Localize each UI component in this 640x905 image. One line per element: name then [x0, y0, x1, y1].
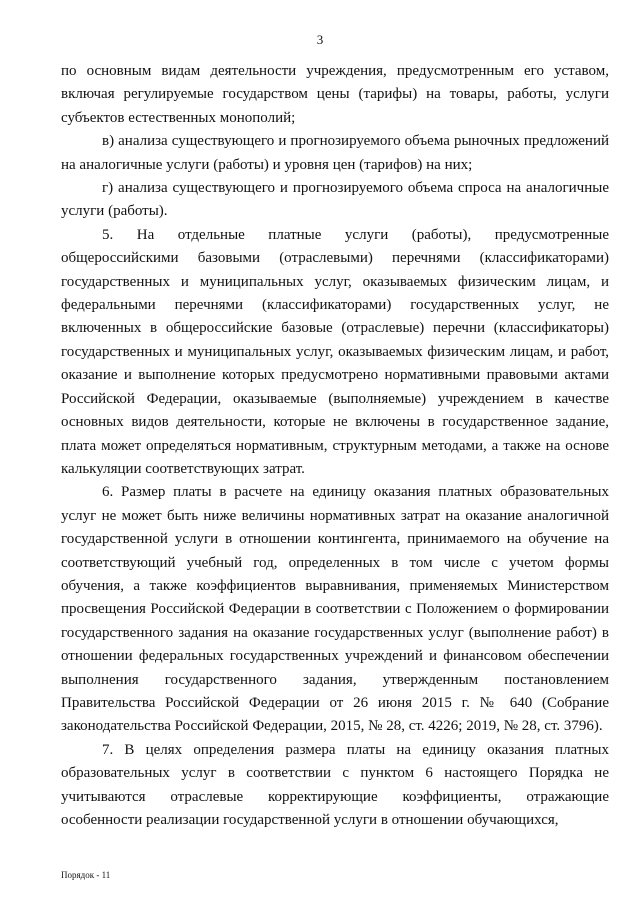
footer-label: Порядок - 11 [61, 870, 111, 880]
paragraph-item-v: в) анализа существующего и прогнозируемого объема рыночных предложений на аналогичные услуги (работы) и уровня цен (тарифов) на них; [61, 133, 609, 173]
paragraph-5: 5. На отдельные платные услуги (работы), предусмотренные общероссийскими базовыми (отраслевыми) перечнями (классификаторами) государственных и муниципальных услуг, оказываемых физическим лицам, и федеральными перечнями (классификаторами) государственных услуг, не включенных в общероссийские базовые (отраслевые) перечни (классификаторы) государственных и муниципальных услуг, оказываемых физическим лицам, и работ, оказание и выполнение которых предусмотрено нормативными правовыми актами Российской Федерации, оказываемые (выполняемые) учреждением в качестве основных видов деятельности, которые не включены в государственное задание, плата может определяться нормативным, структурным методами, а также на основе калькуляции соответствующих затрат. [61, 226, 609, 477]
document-body [61, 60, 609, 832]
paragraph-continuation: по основным видам деятельности учреждения, предусмотренным его уставом, включая регулируемые государством цены (тарифы) на товары, работы, услуги субъектов естественных монополий; [61, 63, 609, 126]
paragraph-item-g: г) анализа существующего и прогнозируемого объема спроса на аналогичные услуги (работы). [61, 180, 609, 220]
page-number: 3 [316, 32, 324, 47]
paragraph-6: 6. Размер платы в расчете на единицу оказания платных образовательных услуг не может быть ниже величины нормативных затрат на оказание аналогичной государственной услуги в отношении контингента, принимаемого на обучение на соответствующий учебный год, определенных в том числе с учетом формы обучения, а также коэффициентов выравнивания, применяемых Министерством просвещения Российской Федерации в соответствии с Положением о формировании государственного задания на оказание государственных услуг (выполнение работ) в отношении федеральных государственных учреждений и финансовом обеспечении выполнения государственного задания, утвержденным постановлением Правительства Российской Федерации от 26 июня 2015 г. № 640 (Собрание законодательства Российской Федерации, 2015, № 28, ст. 4226; 2019, № 28, ст. 3796). [61, 484, 609, 735]
paragraph-7: 7. В целях определения размера платы на единицу оказания платных образовательных услуг в соответствии с пунктом 6 настоящего Порядка не учитываются отраслевые корректирующие коэффициенты, отражающие особенности реализации государственной услуги в отношении обучающихся, [61, 741, 609, 828]
